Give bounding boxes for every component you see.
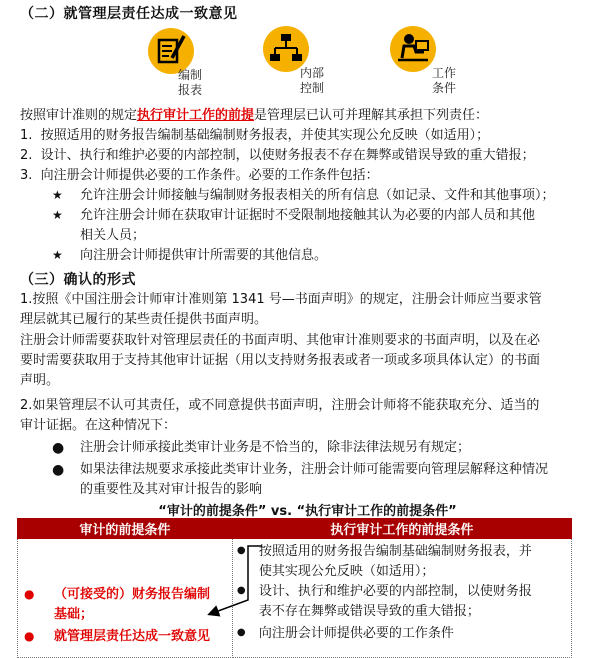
sub-item-other-info: 向注册会计师提供审计所需要的其他信息。 [80, 248, 328, 263]
para-1-line-2: 理层就其已履行的某些责任提供书面声明。 [20, 312, 268, 327]
para-3-line-2: 审计证据。在这种情况下： [20, 418, 177, 433]
para-3-line-1: 2.如果管理层不认可其责任，或不同意提供书面声明，注册会计师将不能获取充分、适当的 [20, 398, 540, 413]
sub-item-access-personnel: 允许注册会计师在获取审计证据时不受限制地接触其认为必要的内部人员和其他 [80, 208, 536, 223]
right-item-1-line-2: 使其实现公允反映（如适用）； [258, 564, 435, 579]
star-bullet-icon: ★ [52, 208, 63, 222]
intro-paragraph [20, 106, 488, 125]
section-title-consensus: （二）就管理层责任达成一致意见 [20, 6, 238, 22]
link-arrow-icon [200, 540, 270, 620]
comparison-title: “审计的前提条件” vs. “执行审计工作的前提条件” [158, 504, 457, 519]
right-item-1-line-1: 按照适用的财务报告编制基础编制财务报表，并 [258, 544, 532, 559]
bullet-dot-icon: ● [236, 627, 246, 638]
case-bullet-1: 注册会计师承接此类审计业务是不恰当的，除非法律法规另有规定； [80, 440, 471, 455]
bullet-dot-icon: ● [24, 587, 35, 601]
bullet-dot-icon: ● [52, 462, 65, 478]
bullet-dot-icon: ● [236, 585, 246, 596]
col-header-audit-preconditions: 审计的前提条件 [18, 519, 233, 539]
star-bullet-icon: ★ [52, 188, 63, 202]
left-item-1-line-2: 基础； [54, 607, 94, 622]
para-2-line-3: 声明。 [20, 373, 60, 388]
case-bullet-2-line-1: 如果法律法规要求承接此类审计业务，注册会计师可能需要向管理层解释这种情况 [80, 462, 549, 477]
para-2-line-1: 注册会计师需要获取针对管理层责任的书面声明、其他审计准则要求的书面声明，以及在必 [20, 333, 541, 348]
intro-text-after: 是管理层已认可并理解其承担下列责任： [254, 108, 489, 123]
right-item-2-line-2: 表不存在舞弊或错误导致的重大错报； [258, 604, 480, 619]
star-bullet-icon: ★ [52, 248, 63, 262]
sub-item-access-info: 允许注册会计师接触与编制财务报表相关的所有信息（如记录、文件和其他事项）； [80, 188, 555, 203]
left-item-1-line-1: （可接受的）财务报告编制 [54, 587, 211, 602]
bullet-dot-icon: ● [236, 545, 246, 556]
icon-label-internal-control: 内部 控制 [300, 66, 325, 95]
responsibility-item-3: 3. 向注册会计师提供必要的工作条件。必要的工作条件包括： [20, 168, 379, 183]
right-item-2-line-1: 设计、执行和维护必要的内部控制，以使财务报 [258, 584, 532, 599]
comparison-table [17, 518, 572, 658]
intro-text-before: 按照审计准则的规定 [20, 108, 138, 123]
right-cell [232, 539, 571, 658]
work-conditions-icon [390, 26, 436, 72]
bullet-dot-icon: ● [52, 440, 65, 456]
icon-label-edit-report: 编制 报表 [178, 68, 203, 97]
bullet-dot-icon: ● [24, 629, 35, 643]
para-1-line-1: 1.按照《中国注册会计师审计准则第 1341 号—书面声明》的规定，注册会计师应当要求管 [20, 292, 542, 307]
col-header-work-preconditions: 执行审计工作的前提条件 [232, 519, 571, 539]
left-item-2: 就管理层责任达成一致意见 [54, 629, 211, 644]
responsibility-item-2: 2. 设计、执行和维护必要的内部控制，以使财务报表不存在舞弊或错误导致的重大错报； [20, 148, 535, 163]
para-2-line-2: 要时需要获取用于支持其他审计证据（用以支持财务报表或者一项或多项具体认定）的书面 [20, 353, 541, 368]
section-title-confirmation: （三）确认的形式 [20, 272, 136, 288]
responsibility-item-1: 1. 按照适用的财务报告编制基础编制财务报表，并使其实现公允反映（如适用）； [20, 128, 490, 143]
intro-highlight: 执行审计工作的前提 [137, 108, 255, 123]
case-bullet-2-line-2: 的重要性及其对审计报告的影响 [80, 482, 263, 497]
sub-item-access-personnel-cont: 相关人员； [80, 228, 146, 243]
right-item-3: 向注册会计师提供必要的工作条件 [258, 626, 454, 641]
icon-label-work-conditions: 工作 条件 [432, 66, 457, 95]
